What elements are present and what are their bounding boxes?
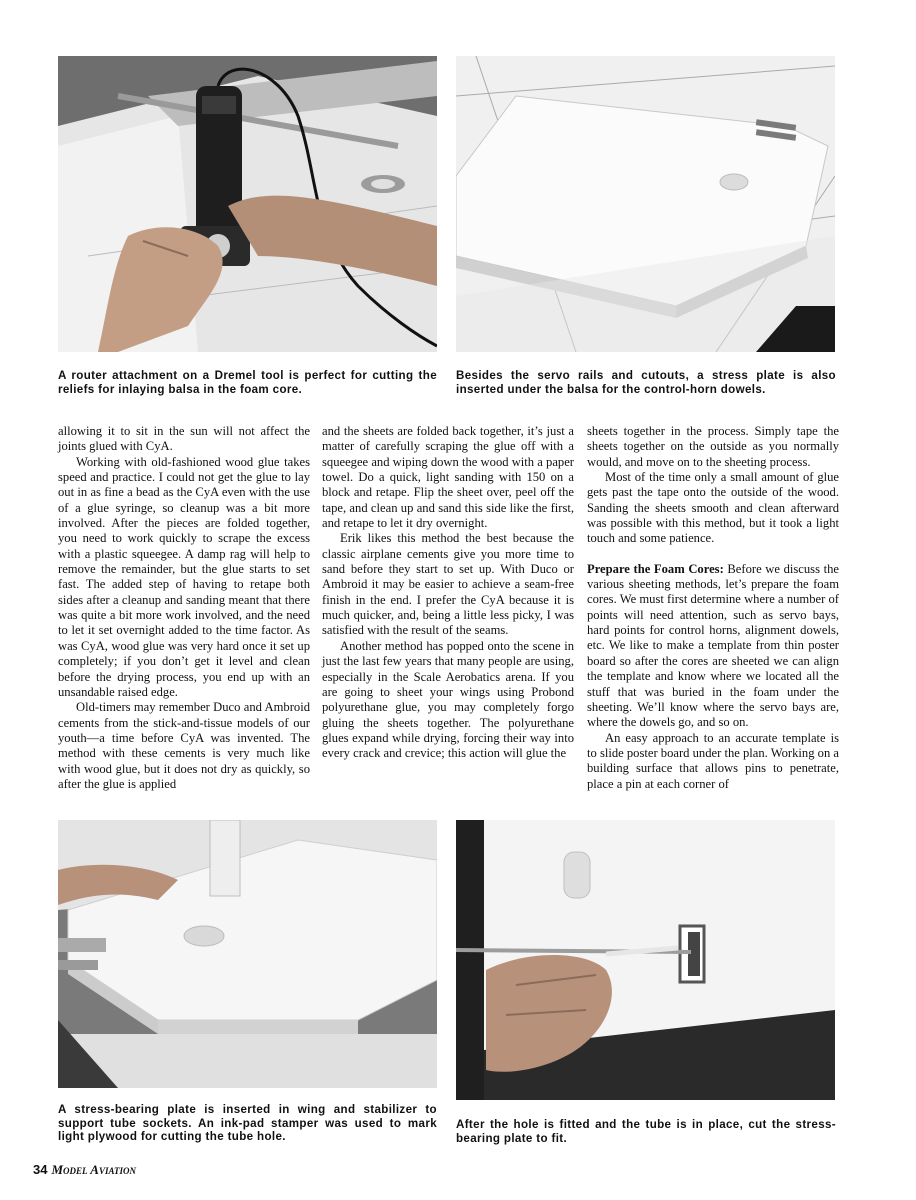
article-column-2 — [322, 424, 574, 762]
photo-tube-in-hole — [456, 820, 835, 1100]
photo-dremel-router — [58, 56, 437, 352]
paragraph: Old-timers may remember Duco and Ambroid cements from the stick-and-tissue models of our youth—a time before CyA was invented. The method with these cements is very much like with wood glue, but it does not dry as quickly, so after the glue is applied — [58, 700, 310, 791]
page-number: 34 — [33, 1162, 48, 1177]
paragraph: and the sheets are folded back together, it’s just a matter of carefully scraping the glue off with a squeegee and wiping down the wood with a paper towel. Do a quick, light sanding with 150 on a block and retape. Flip the sheet over, peel off the tape, and clean up and sand this side like the first, and retape to let it dry overnight. — [322, 424, 574, 531]
caption-bottom-right: After the hole is fitted and the tube is in place, cut the stress-bearing plate to fit. — [456, 1118, 836, 1145]
caption-top-left: A router attachment on a Dremel tool is perfect for cutting the reliefs for inlaying balsa in the foam core. — [58, 369, 437, 396]
section-paragraph — [587, 562, 839, 731]
page-footer — [33, 1162, 136, 1178]
paragraph: Most of the time only a small amount of glue gets past the tape onto the outside of the wood. Sanding the sheets smooth and clean afterward was possible with this method, but it took a light touch and some patience. — [587, 470, 839, 546]
paragraph-text: Before we discuss the various sheeting methods, let’s prepare the foam cores. We must first determine where a number of points will need attention, such as servo bays, hard points for control horns, alignment dowels, etc. We like to make a template from thin poster board so after the cores are sheeted we can align the template and know where we located all the stuff that was buried in the foam under the sheeting. We’ll know where the servo bays are, where the dowels go, and so on. — [587, 561, 839, 730]
paragraph: allowing it to sit in the sun will not affect the joints glued with CyA. — [58, 424, 310, 454]
paragraph: Erik likes this method the best because the classic airplane cements give you more time to sand before they start to set up. With Duco or Ambroid it may be easier to achieve a seam-free finish in the end. I prefer the CyA because it is much quicker, and, being a little less picky, I was satisfied with the result of the seams. — [322, 531, 574, 638]
article-column-1 — [58, 424, 310, 792]
caption-bottom-left: A stress-bearing plate is inserted in wing and stabilizer to support tube sockets. An ink-pad stamper was used to mark light plywood for cutting the tube hole. — [58, 1103, 437, 1143]
paragraph: An easy approach to an accurate template is to slide poster board under the plan. Working on a building surface that allows pins to penetrate, place a pin at each corner of — [587, 730, 839, 791]
photo-stress-plate-wing — [58, 820, 437, 1088]
article-column-3 — [587, 424, 839, 792]
caption-top-right: Besides the servo rails and cutouts, a stress plate is also inserted under the balsa for the control-horn dowels. — [456, 369, 836, 396]
section-heading: Prepare the Foam Cores: — [587, 561, 724, 576]
magazine-name: Model Aviation — [51, 1162, 136, 1177]
photo-foam-core-stress-plate — [456, 56, 835, 352]
paragraph: Another method has popped onto the scene in just the last few years that many people are using, especially in the Scale Aerobatics arena. If you are going to sheet your wings using Probond polyurethane glue, you may completely forgo gluing the sheets together. The polyurethane glues expand while drying, forcing their way into every crack and crevice; this action will glue the — [322, 638, 574, 761]
paragraph: Working with old-fashioned wood glue takes speed and practice. I could not get the glue to lay out in as fine a bead as the CyA even with the use of a glue syringe, so cleanup was a bit more involved. After the pieces are folded together, you need to work quickly to scrape the excess with a plastic squeegee. A damp rag will help to remove the remainder, but the glue starts to set fast. The added step of having to retape both sides after a cleanup and sanding meant that there was quite a bit more work involved, and the need to let it set overnight added to the time factor. As was CyA, wood glue was very hard once it set up completely; if you don’t get it level and clean before the drying process, you end up with an unsandable raised edge. — [58, 454, 310, 699]
paragraph: sheets together in the process. Simply tape the sheets together on the outside as you normally would, and move on to the sheeting process. — [587, 424, 839, 469]
